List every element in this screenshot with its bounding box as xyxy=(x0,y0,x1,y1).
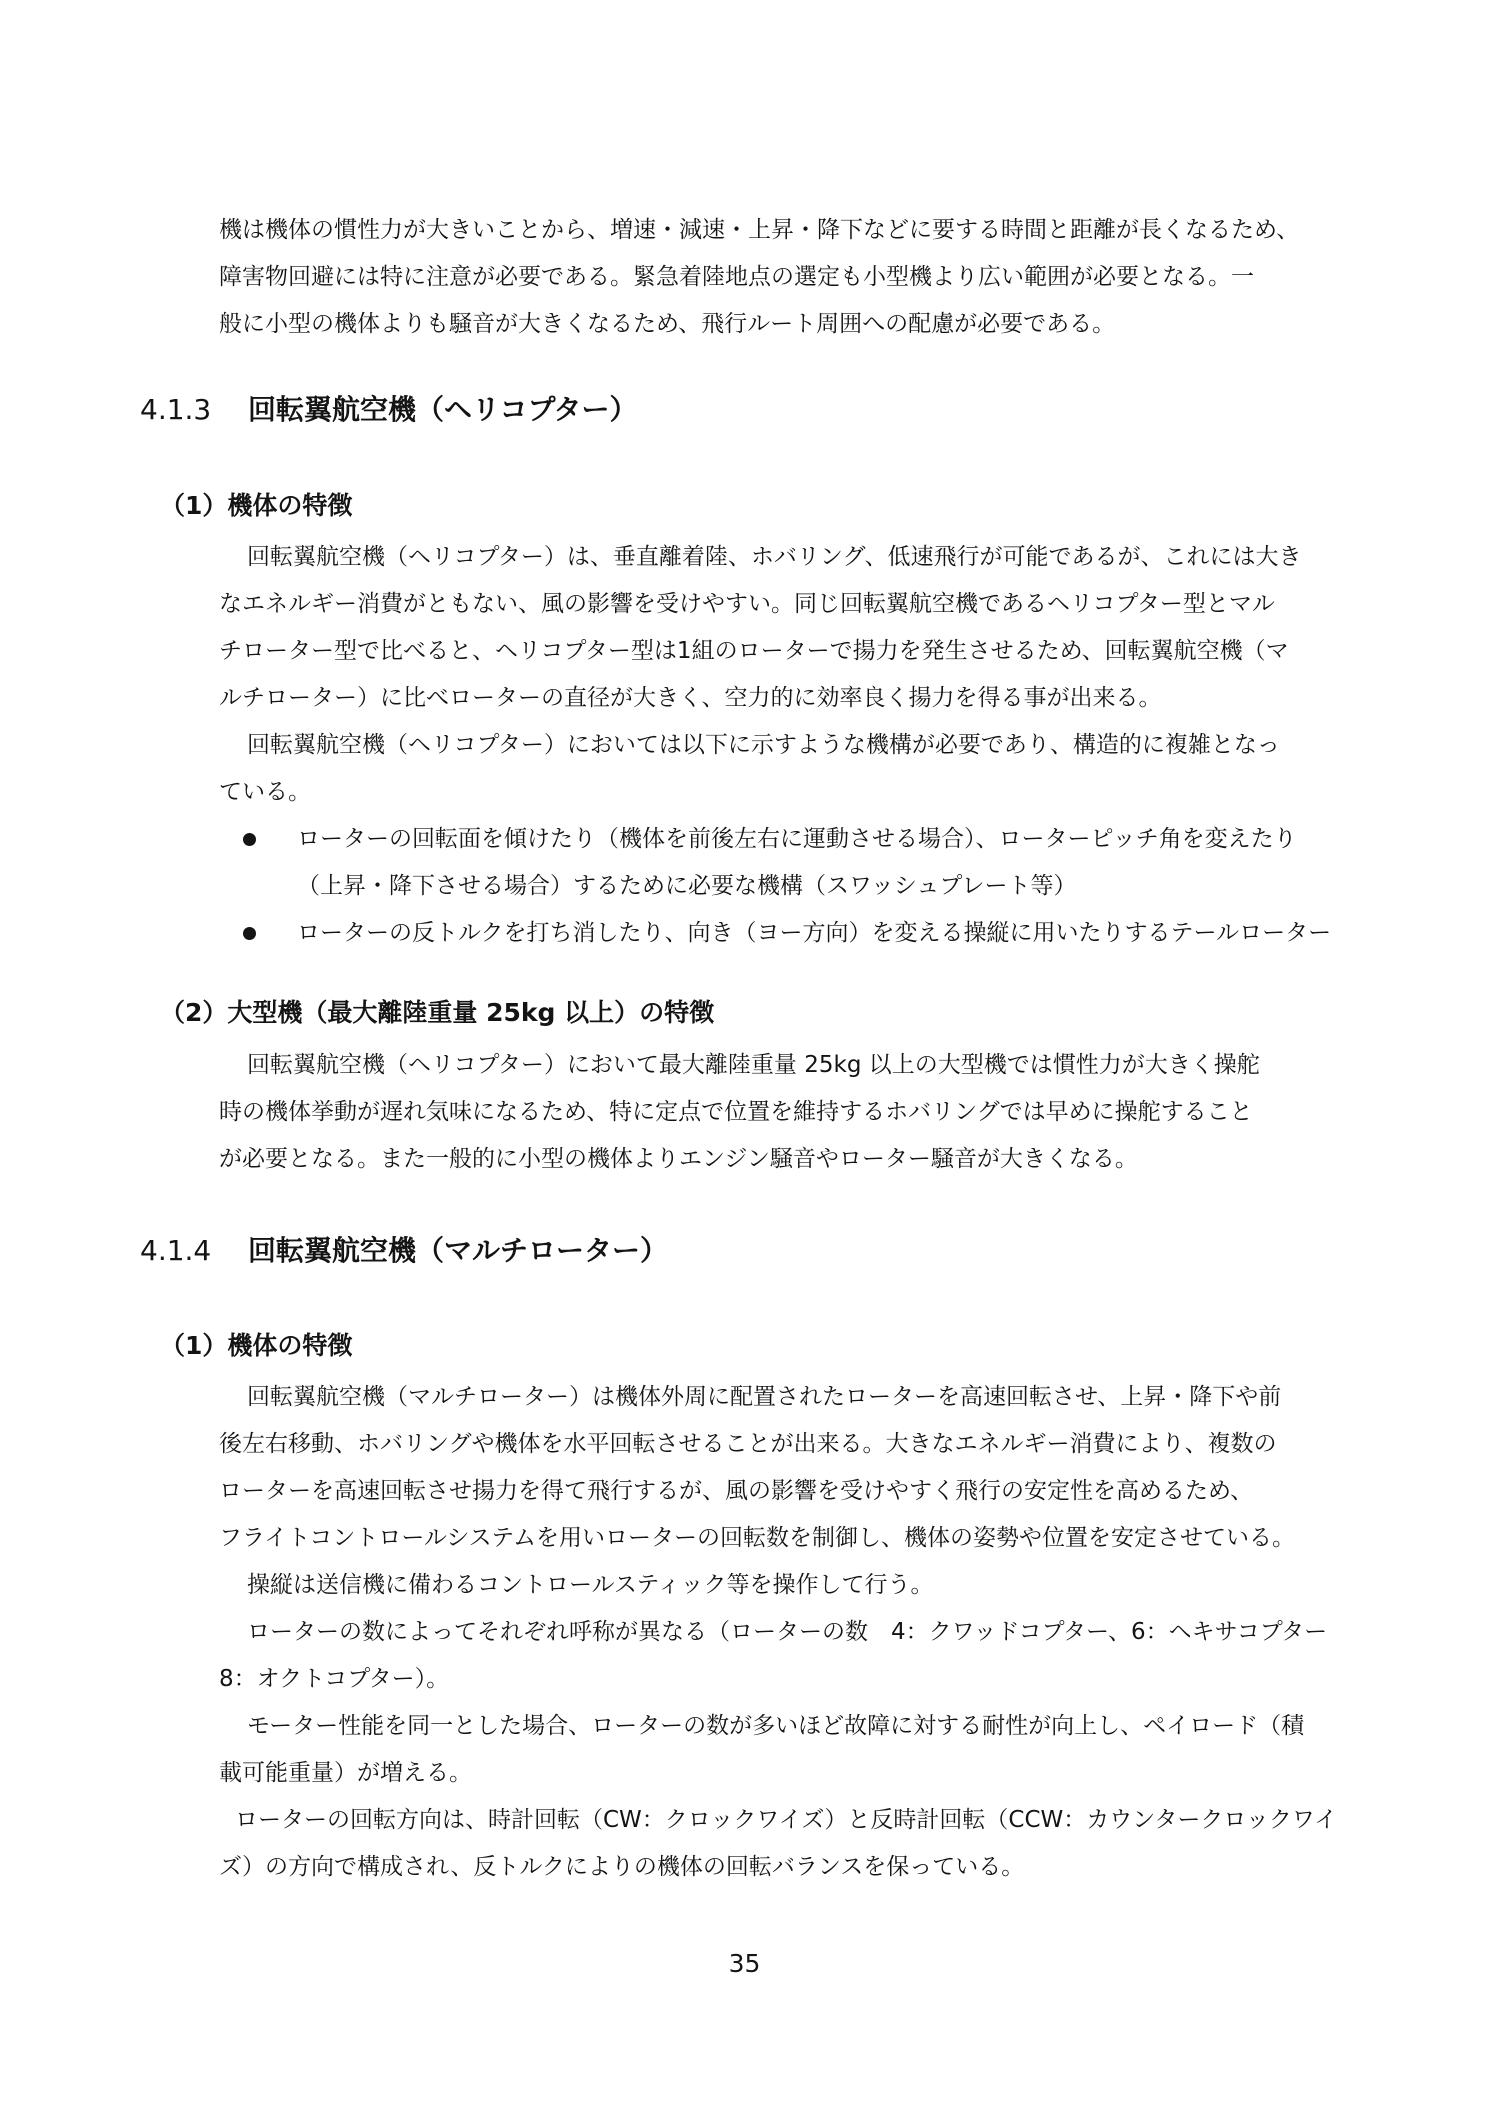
text-line: 8：オクトコプター）。 xyxy=(219,1666,450,1692)
text-line: ローターを高速回転させ揚力を得て飛行するが、風の影響を受けやすく飛行の安定性を高めるため、 xyxy=(219,1478,1254,1504)
text-line: が必要となる。また一般的に小型の機体よりエンジン騒音やローター騒音が大きくなる。 xyxy=(219,1146,1138,1172)
text-line: モーター性能を同一とした場合、ローターの数が多いほど故障に対する耐性が向上し、ペイロード（積 xyxy=(247,1713,1305,1739)
text-line: 回転翼航空機（マルチローター）は機体外周に配置されたローターを高速回転させ、上昇・降下や前 xyxy=(247,1384,1282,1410)
subsection-heading: （1）機体の特徴 xyxy=(160,491,353,520)
text-line: 後左右移動、ホバリングや機体を水平回転させることが出来る。大きなエネルギー消費により、複数の xyxy=(219,1431,1277,1457)
text-line: ズ）の方向で構成され、反トルクによりの機体の回転バランスを保っている。 xyxy=(219,1854,1025,1880)
text-line: 機は機体の慣性力が大きいことから、増速・減速・上昇・降下などに要する時間と距離が長くなるため、 xyxy=(219,217,1300,243)
text-line: 回転翼航空機（ヘリコプター）においては以下に示すような機構が必要であり、構造的に複雑となっ xyxy=(247,732,1280,758)
subsection-heading: （2）大型機（最大離陸重量 25kg 以上）の特徴 xyxy=(160,998,715,1027)
text-line: チローター型で比べると、ヘリコプター型は1組のローターで揚力を発生させるため、回転翼航空機（マ xyxy=(219,638,1289,664)
text-line: フライトコントロールシステムを用いローターの回転数を制御し、機体の姿勢や位置を安定させている。 xyxy=(219,1525,1296,1551)
text-line: 障害物回避には特に注意が必要である。緊急着陸地点の選定も小型機より広い範囲が必要となる。一 xyxy=(219,264,1254,290)
page-number: 35 xyxy=(728,1949,761,1978)
text-line: 回転翼航空機（ヘリコプター）において最大離陸重量 25kg 以上の大型機では慣性力が大きく操舵 xyxy=(247,1052,1260,1078)
paragraph-413-large xyxy=(219,1042,1343,1183)
text-line: ルチローター）に比べローターの直径が大きく、空力的に効率良く揚力を得る事が出来る。 xyxy=(219,685,1162,711)
section-title: 回転翼航空機（ヘリコプター） xyxy=(248,393,638,426)
bullet-icon xyxy=(243,927,256,940)
intro-paragraph xyxy=(219,207,1343,348)
text-line: なエネルギー消費がともない、風の影響を受けやすい。同じ回転翼航空機であるヘリコプター型とマル xyxy=(219,591,1275,617)
text-line: 操縦は送信機に備わるコントロールスティック等を操作して行う。 xyxy=(247,1572,934,1598)
text-line: ローターの回転方向は、時計回転（CW：クロックワイズ）と反時計回転（CCW：カウンタークロックワイ xyxy=(235,1807,1338,1833)
subsection-heading: （1）機体の特徴 xyxy=(160,1331,353,1360)
paragraph-413-features xyxy=(219,534,1343,957)
text-line: 時の機体挙動が遅れ気味になるため、特に定点で位置を維持するホバリングでは早めに操舵すること xyxy=(219,1099,1253,1125)
section-number: 4.1.3 xyxy=(140,393,212,426)
section-title: 回転翼航空機（マルチローター） xyxy=(248,1234,669,1267)
text-line: ローターの数によってそれぞれ呼称が異なる（ローターの数 4：クワッドコプター、6：ヘキサコプター xyxy=(247,1619,1328,1645)
section-heading-4-1-4 xyxy=(140,1231,668,1271)
text-line: （上昇・降下させる場合）するために必要な機構（スワッシュプレート等） xyxy=(297,873,1077,899)
section-number: 4.1.4 xyxy=(140,1234,212,1267)
text-line: ローターの反トルクを打ち消したり、向き（ヨー方向）を変える操縦に用いたりするテールローター xyxy=(297,920,1332,946)
text-line: 載可能重量）が増える。 xyxy=(219,1760,472,1786)
paragraph-414-features xyxy=(219,1374,1343,1891)
text-line: ローターの回転面を傾けたり（機体を前後左右に運動させる場合）、ローターピッチ角を変えたり xyxy=(297,826,1297,852)
section-heading-4-1-3 xyxy=(140,390,637,430)
text-line: ている。 xyxy=(219,779,311,805)
text-line: 回転翼航空機（ヘリコプター）は、垂直離着陸、ホバリング、低速飛行が可能であるが、これには大き xyxy=(247,544,1302,570)
bullet-icon xyxy=(243,833,256,846)
text-line: 般に小型の機体よりも騒音が大きくなるため、飛行ルート周囲への配慮が必要である。 xyxy=(219,311,1116,337)
bullet-item xyxy=(219,910,1343,957)
bullet-item xyxy=(219,816,1343,910)
